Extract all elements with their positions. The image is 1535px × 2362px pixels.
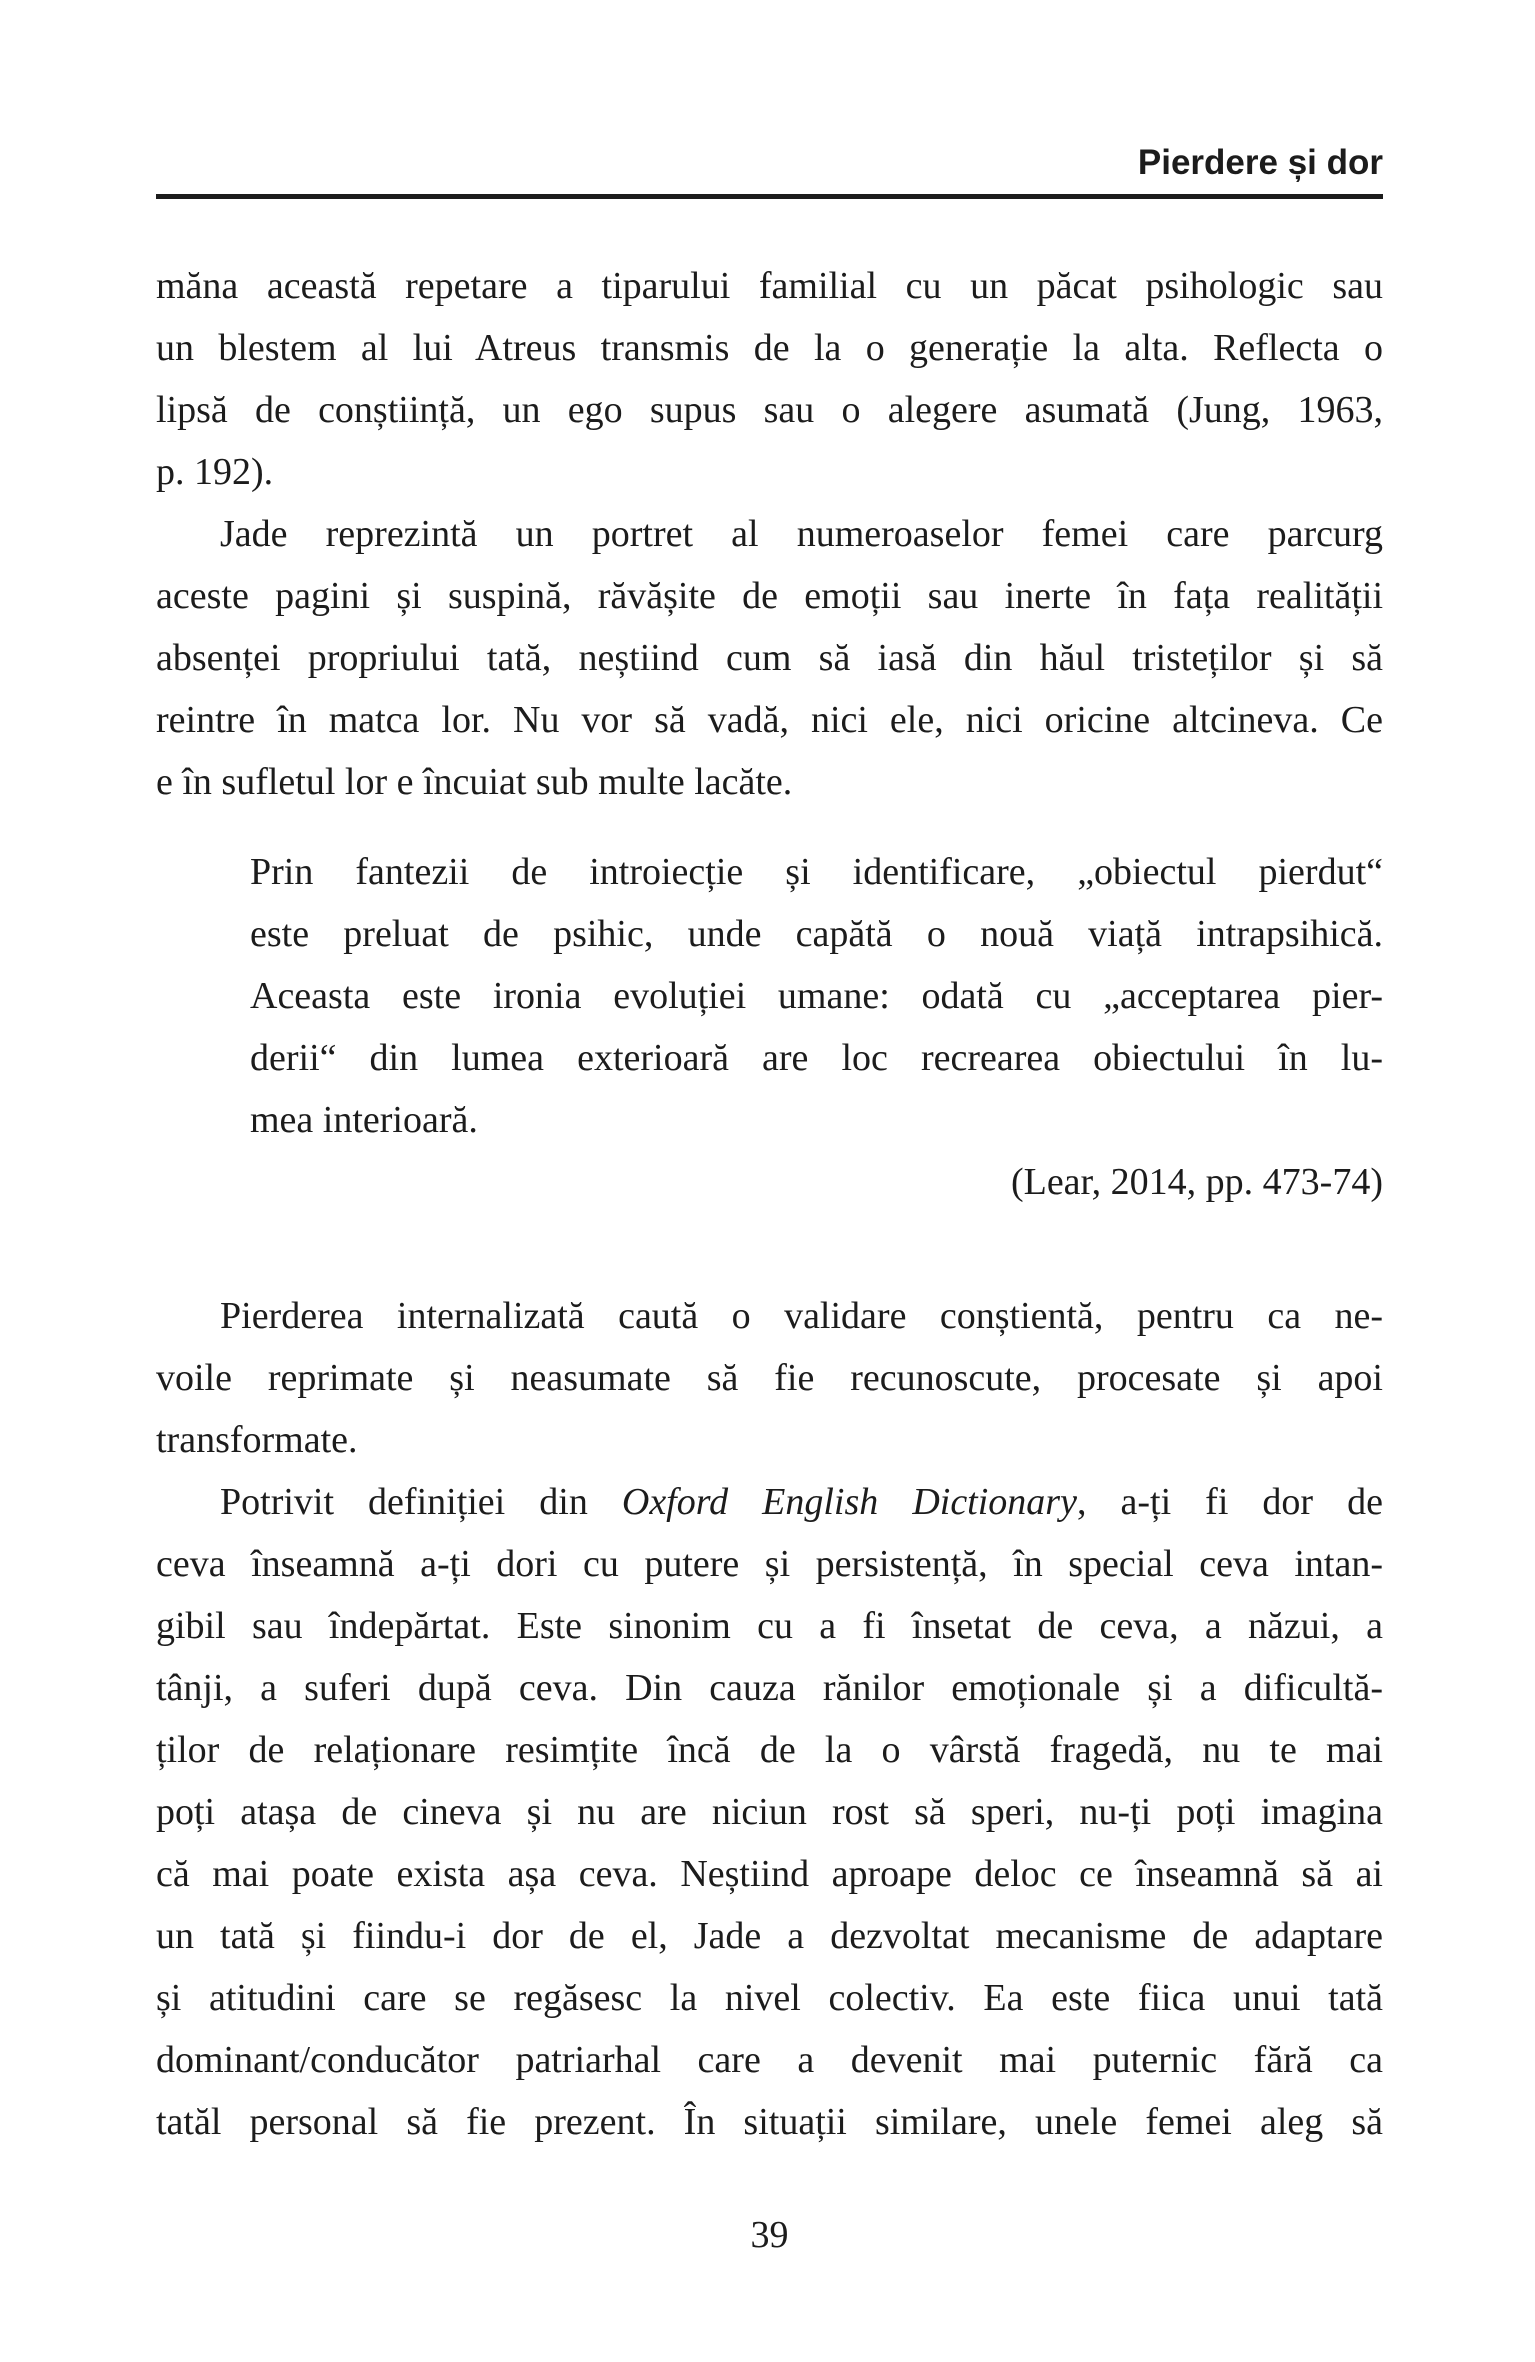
blockquote [250,841,1383,1151]
text-line [250,1089,1383,1151]
text-line [156,2091,1383,2153]
paragraph [156,1285,1383,1471]
text-segment: ceva înseamnă a-ți dori cu putere și persistență, în special ceva intan- [156,1543,1383,1585]
text-line [156,565,1383,627]
italic-text: Oxford English Dictionary [621,1481,1077,1523]
text-line [156,1843,1383,1905]
text-segment: reintre în matca lor. Nu vor să vadă, nici ele, nici oricine altcineva. Ce [156,699,1383,741]
text-segment: gibil sau îndepărtat. Este sinonim cu a fi însetat de ceva, a năzui, a [156,1605,1383,1647]
paragraph [156,1471,1383,2153]
text-segment: un blestem al lui Atreus transmis de la o generație la alta. Reflecta o [156,327,1383,369]
text-line [156,751,1383,813]
text-line [250,841,1383,903]
text-line [156,1471,1383,1533]
text-line [250,1027,1383,1089]
text-segment: Potrivit definiției din [220,1481,622,1523]
text-segment: este preluat de psihic, unde capătă o nouă viață intrapsihică. [250,913,1383,955]
text-segment: derii“ din lumea exterioară are loc recrearea obiectului în lu- [250,1037,1383,1079]
text-line [156,1409,1383,1471]
text-line [156,1533,1383,1595]
paragraph [156,255,1383,503]
text-line [156,441,1383,503]
text-segment: transformate. [156,1419,358,1461]
running-header-title: Pierdere și dor [1137,143,1383,182]
text-segment: voile reprimate și neasumate să fie recunoscute, procesate și apoi [156,1357,1383,1399]
text-segment: , a-ți fi dor de [1076,1481,1383,1523]
text-line [156,1781,1383,1843]
text-line [156,689,1383,751]
text-segment: Jade reprezintă un portret al numeroaselor femei care parcurg [220,513,1383,555]
text-line [156,1657,1383,1719]
text-line [156,1719,1383,1781]
text-segment: și atitudini care se regăsesc la nivel colectiv. Ea este fiica unui tată [156,1977,1383,2019]
page-body [156,255,1383,2153]
text-line [250,965,1383,1027]
text-segment: ților de relaționare resimțite încă de la o vârstă fragedă, nu te mai [156,1729,1383,1771]
text-segment: lipsă de conștiință, un ego supus sau o alegere asumată (Jung, 1963, [156,389,1383,431]
text-segment: poți atașa de cineva și nu are niciun rost să speri, nu-ți poți imagina [156,1791,1383,1833]
text-line [156,2029,1383,2091]
text-segment: absenței propriului tată, neștiind cum să iasă din hăul tristeților și să [156,637,1383,679]
text-segment: tânji, a suferi după ceva. Din cauza rănilor emoționale și a dificultă- [156,1667,1383,1709]
page-number: 39 [750,2214,789,2256]
text-segment: un tată și fiindu-i dor de el, Jade a dezvoltat mecanisme de adaptare [156,1915,1383,1957]
text-segment: Aceasta este ironia evoluției umane: odată cu „acceptarea pier- [250,975,1383,1017]
text-line [156,1285,1383,1347]
text-line [156,255,1383,317]
paragraph [156,503,1383,813]
text-segment: aceste pagini și suspină, răvășite de emoții sau inerte în fața realității [156,575,1383,617]
text-line [156,1905,1383,1967]
text-segment: e în sufletul lor e încuiat sub multe lacăte. [156,761,793,803]
text-segment: mea interioară. [250,1099,478,1141]
text-segment: p. 192). [156,451,274,493]
text-line [156,1595,1383,1657]
text-line [156,1967,1383,2029]
text-line [156,317,1383,379]
text-segment: Pierderea internalizată caută o validare conștientă, pentru ca ne- [220,1295,1383,1337]
header-rule [156,194,1383,199]
running-header [156,0,1383,184]
text-line [250,903,1383,965]
text-segment: Prin fantezii de introiecție și identificare, „obiectul pierdut“ [250,851,1383,893]
text-segment: dominant/conducător patriarhal care a devenit mai puternic fără ca [156,2039,1383,2081]
text-line [156,627,1383,689]
text-segment: măna această repetare a tiparului familial cu un păcat psihologic sau [156,265,1383,307]
text-segment: că mai poate exista așa ceva. Neștiind aproape deloc ce înseamnă să ai [156,1853,1383,1895]
text-line [156,503,1383,565]
quote-attribution: (Lear, 2014, pp. 473-74) [1010,1161,1383,1203]
text-segment: tatăl personal să fie prezent. În situații similare, unele femei aleg să [156,2101,1383,2143]
text-line [156,1347,1383,1409]
text-line [156,379,1383,441]
